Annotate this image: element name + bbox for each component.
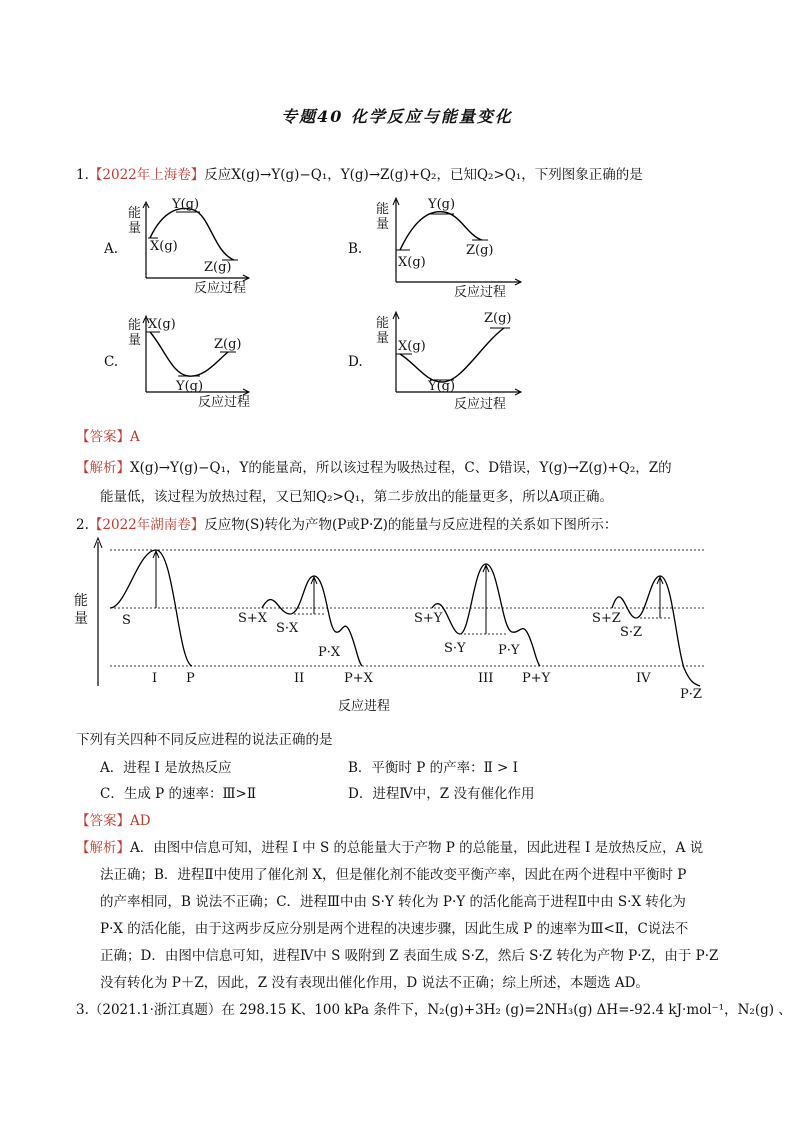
q1c-x-label: X(g)	[148, 317, 176, 332]
q1-analysis-text-1: X(g)→Y(g)−Q₁，Y的能量高，所以该过程为吸热过程，C、D错误，Y(g)→Z(g)+Q₂，Z的	[130, 460, 672, 476]
q2-label-iv: IV	[636, 671, 651, 686]
q2-analysis-line-5: 正确；D．由图中信息可知，进程Ⅳ中 S 吸附到 Z 表面生成 S·Z，然后 S·Z 转化为产物 P·Z，由于 P·Z	[100, 948, 719, 964]
q1a-y-label: Y(g)	[172, 197, 200, 212]
q2-label-s-plus-x: S+X	[238, 611, 268, 626]
q2-label-p-dot-z: P·Z	[680, 687, 702, 702]
q1-stem-line	[76, 163, 643, 183]
q1-graph-a	[124, 196, 254, 296]
q1-analysis-line-1	[76, 456, 672, 476]
q2-option-d: D．进程Ⅳ中，Z 没有催化作用	[348, 786, 535, 802]
q2-label-s-plus-z: S+Z	[592, 611, 621, 626]
q1d-process-label: 反应过程	[454, 397, 507, 412]
q2-answer-line	[76, 809, 151, 829]
q1b-process-label: 反应过程	[454, 285, 507, 300]
q1b-y-label: Y(g)	[428, 197, 456, 212]
q2-analysis-line-4: P·X 的活化能，由于这两步反应分别是两个进程的决速步骤，因此生成 P 的速率为Ⅲ<Ⅱ，C说法不	[100, 921, 689, 937]
q1b-x-label: X(g)	[398, 255, 426, 270]
q1a-energy-label: 能量	[128, 206, 142, 236]
q1-analysis-line-2: 能量低，该过程为放热过程，又已知Q₂>Q₁，第二步放出的能量更多，所以A项正确。	[100, 489, 614, 505]
q1-stem: 反应X(g)→Y(g)−Q₁，Y(g)→Z(g)+Q₂，已知Q₂>Q₁，下列图象正确的是	[204, 167, 643, 183]
q1c-process-label: 反应过程	[198, 395, 251, 410]
q1-graph-d	[376, 306, 526, 414]
q2-process-label: 反应进程	[338, 699, 391, 714]
q2-label-iii: III	[478, 671, 494, 686]
q2-label-p-dot-x: P·X	[318, 645, 341, 660]
q2-analysis-line-1	[76, 836, 703, 856]
q1d-x-label: X(g)	[398, 339, 426, 354]
q2-source: 【2022年湖南卷】	[88, 517, 205, 533]
q1d-y-label: Y(g)	[428, 379, 456, 394]
q2-label-s-dot-x: S·X	[276, 621, 299, 636]
q1-option-d-label: D.	[348, 354, 363, 370]
q1b-z-label: Z(g)	[466, 243, 494, 258]
q1c-z-label: Z(g)	[214, 337, 242, 352]
q1-number: 1.	[76, 167, 89, 183]
q2-label-s-dot-y: S·Y	[444, 641, 466, 656]
q2-answer-tag: 【答案】	[76, 813, 130, 829]
q1-option-b-label: B.	[348, 241, 363, 257]
q1b-energy-label: 能量	[376, 202, 390, 232]
q2-analysis-text-1: A．由图中信息可知，进程 I 中 S 的总能量大于产物 P 的总能量，因此进程 I 是放热反应，A 说	[130, 840, 704, 856]
q2-answer: AD	[130, 813, 151, 829]
q1-answer-tag: 【答案】	[76, 429, 130, 445]
q2-option-b: B．平衡时 P 的产率：Ⅱ > I	[348, 760, 518, 776]
q1-answer-line	[76, 425, 140, 445]
q2-label-p-dot-y: P·Y	[498, 643, 520, 658]
q1-source: 【2022年上海卷】	[88, 167, 205, 183]
q1-option-a-label: A.	[104, 241, 119, 257]
q3-stem: 3.（2021.1·浙江真题）在 298.15 K、100 kPa 条件下，N₂(g)+3H₂ (g)=2NH₃(g) ΔH=-92.4 kJ·mol⁻¹，N₂(g) 、	[76, 1002, 792, 1018]
q2-analysis-line-2: 法正确；B．进程Ⅱ中使用了催化剂 X，但是催化剂不能改变平衡产率，因此在两个进程中平衡时 P	[100, 867, 687, 883]
q2-option-c: C．生成 P 的速率：Ⅲ>Ⅱ	[100, 786, 257, 802]
q1a-z-label: Z(g)	[204, 260, 232, 275]
q1d-energy-label: 能量	[376, 316, 390, 346]
q1c-energy-label: 能量	[128, 318, 142, 348]
q2-label-ii: II	[294, 671, 305, 686]
q1c-y-label: Y(g)	[176, 379, 204, 394]
q1-answer: A	[130, 429, 140, 445]
q2-label-i: I	[152, 671, 158, 686]
q1-option-c-label: C.	[104, 354, 119, 370]
q2-label-p-plus-y: P+Y	[522, 671, 551, 686]
q2-label-s-dot-z: S·Z	[620, 625, 643, 640]
q2-stem: 反应物(S)转化为产物(P或P·Z)的能量与反应进程的关系如下图所示：	[204, 517, 618, 533]
q2-analysis-tag: 【解析】	[76, 840, 130, 856]
q2-energy-diagram	[66, 534, 726, 720]
q1a-process-label: 反应过程	[194, 281, 247, 296]
q1-analysis-tag: 【解析】	[76, 460, 130, 476]
q2-label-s-plus-y: S+Y	[414, 611, 443, 626]
q2-question: 下列有关四种不同反应进程的说法正确的是	[76, 732, 333, 748]
q2-number: 2.	[76, 517, 89, 533]
q1a-x-label: X(g)	[150, 239, 178, 254]
q1d-z-label: Z(g)	[484, 311, 512, 326]
q2-analysis-line-6: 没有转化为 P＋Z，因此，Z 没有表现出催化作用，D 说法不正确；综上所述，本题选 AD。	[100, 975, 649, 991]
q2-option-a: A．进程 I 是放热反应	[100, 760, 232, 776]
page-title: 专题40 化学反应与能量变化	[281, 107, 513, 126]
q2-energy-label: 能量	[74, 593, 88, 627]
q2-label-p: P	[186, 671, 195, 686]
q1-graph-b	[376, 194, 526, 302]
q2-stem-line	[76, 513, 617, 533]
q2-analysis-line-3: 的产率相同，B 说法不正确；C．进程Ⅲ中由 S·Y 转化为 P·Y 的活化能高于进程Ⅱ中由 S·X 转化为	[100, 894, 686, 910]
q2-label-p-plus-x: P+X	[344, 671, 373, 686]
q2-label-s: S	[122, 613, 131, 628]
q1-graph-c	[124, 312, 254, 412]
